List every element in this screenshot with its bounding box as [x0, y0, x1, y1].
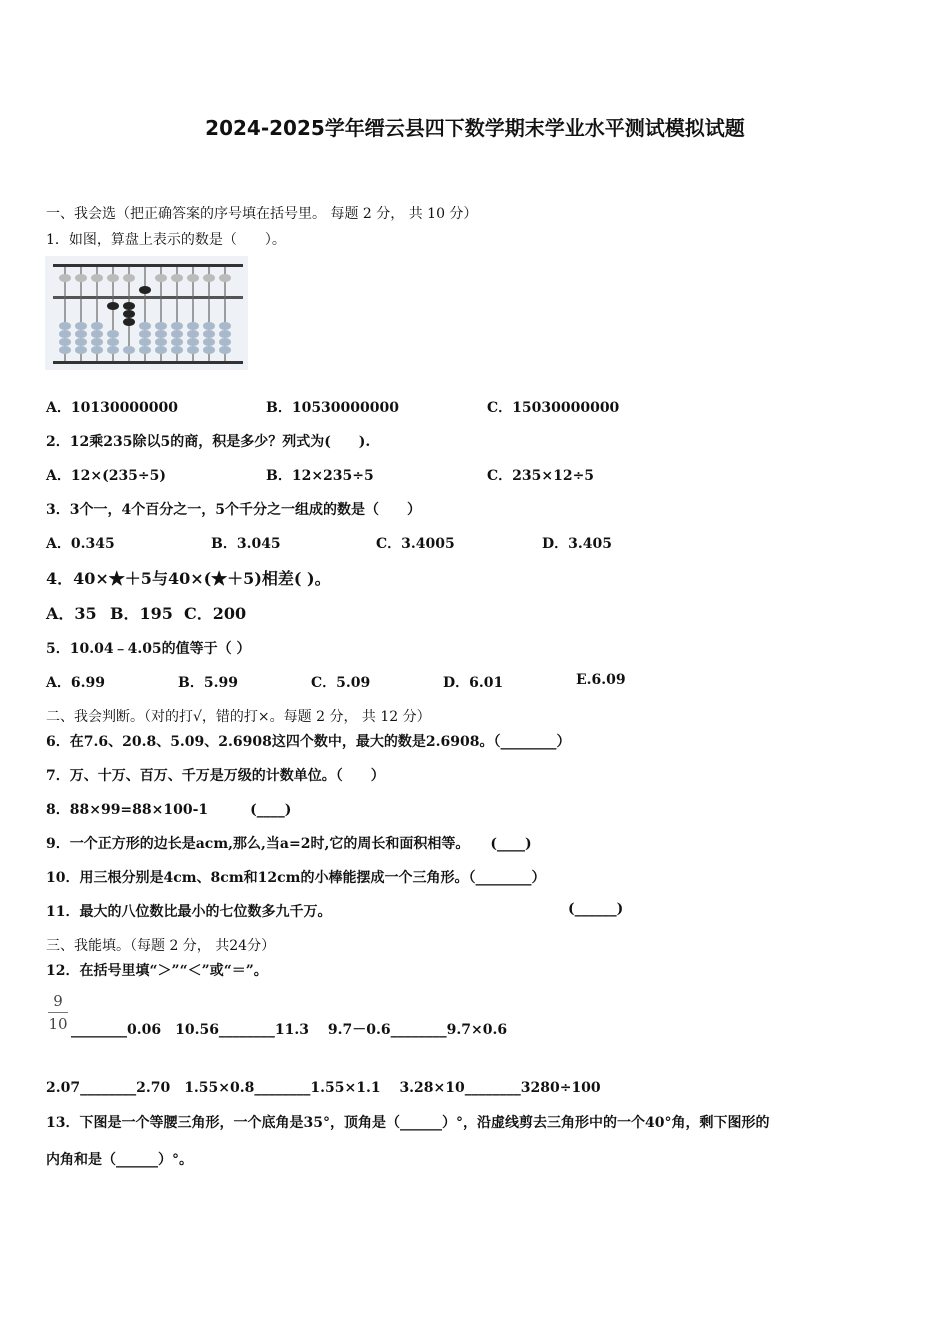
q8-item: 8．88×99=88×100-1 (____)	[46, 802, 292, 818]
q7-item: 7．万、十万、百万、千万是万级的计数单位。（ ）	[46, 768, 385, 784]
section2-header: 二、我会判断。（对的打√，错的打×。每题 2 分， 共 12 分）	[46, 709, 431, 725]
q4-option-b: B．195	[110, 604, 173, 623]
q6-item: 6．在7.6、20.8、5.09、2.6908这四个数中，最大的数是2.6908。（________）	[46, 734, 571, 750]
q4-option-a: A．35	[46, 604, 97, 623]
q13-line1: 13．下图是一个等腰三角形，一个底角是35°，顶角是（______）°，沿虚线剪去三角形中的一个40°角，剩下图形的	[46, 1115, 770, 1131]
q2-stem: 2．12乘235除以5的商，积是多少？列式为( ).	[46, 434, 371, 450]
q5-option-a: A．6.99	[46, 675, 105, 691]
q2-option-c: C．235×12÷5	[487, 468, 595, 484]
q1-stem: 1．如图，算盘上表示的数是（ ）。	[46, 232, 286, 248]
q11-item: 11．最大的八位数比最小的七位数多九千万。	[46, 904, 332, 920]
q2-option-b: B．12×235÷5	[266, 468, 374, 484]
q1-option-c: C．15030000000	[487, 400, 620, 416]
q1-option-b: B．10530000000	[266, 400, 399, 416]
q11-answer-blank: (______)	[568, 901, 624, 917]
q3-stem: 3．3个一，4个百分之一，5个千分之一组成的数是（ ）	[46, 502, 421, 518]
q5-option-d: D．6.01	[443, 675, 504, 691]
section3-header: 三、我能填。（每题 2 分， 共24分）	[46, 938, 276, 954]
q3-option-c: C．3.4005	[376, 536, 455, 552]
q10-item: 10．用三根分别是4cm、8cm和12cm的小棒能摆成一个三角形。（________）	[46, 870, 546, 886]
q5-option-b: B．5.99	[178, 675, 238, 691]
q5-option-c: C．5.09	[311, 675, 371, 691]
q4-option-c: C．200	[184, 604, 247, 623]
fraction-nine-tenths	[48, 992, 68, 1033]
q5-option-e: E.6.09	[576, 672, 626, 688]
fraction-numerator: 9	[53, 992, 63, 1010]
q13-line2: 内角和是（______）°。	[46, 1152, 193, 1168]
q3-option-b: B．3.045	[211, 536, 281, 552]
q1-option-a: A．10130000000	[46, 400, 179, 416]
q12-stem: 12．在括号里填“＞”“＜”或“＝”。	[46, 963, 268, 979]
q3-option-d: D．3.405	[542, 536, 612, 552]
q5-stem: 5．10.04﹣4.05的值等于（ ）	[46, 641, 251, 657]
q3-option-a: A．0.345	[46, 536, 115, 552]
q2-option-a: A．12×(235÷5)	[46, 468, 167, 484]
q12-row1: ________0.06 10.56________11.3 9.7－0.6________9.7×0.6	[71, 1022, 508, 1038]
q4-stem: 4．40×★＋5与40×(★＋5)相差( )。	[46, 569, 331, 588]
page-title: 2024-2025学年缙云县四下数学期末学业水平测试模拟试题	[205, 116, 745, 140]
abacus-figure	[45, 256, 248, 370]
fraction-bar	[48, 1012, 68, 1013]
fraction-denominator: 10	[48, 1015, 68, 1033]
section1-header: 一、我会选（把正确答案的序号填在括号里。 每题 2 分， 共 10 分）	[46, 206, 478, 222]
q9-item: 9．一个正方形的边长是acm,那么,当a=2时,它的周长和面积相等。 (____)	[46, 836, 532, 852]
q12-row2: 2.07________2.70 1.55×0.8________1.55×1.1 3.28×10________3280÷100	[46, 1080, 601, 1096]
